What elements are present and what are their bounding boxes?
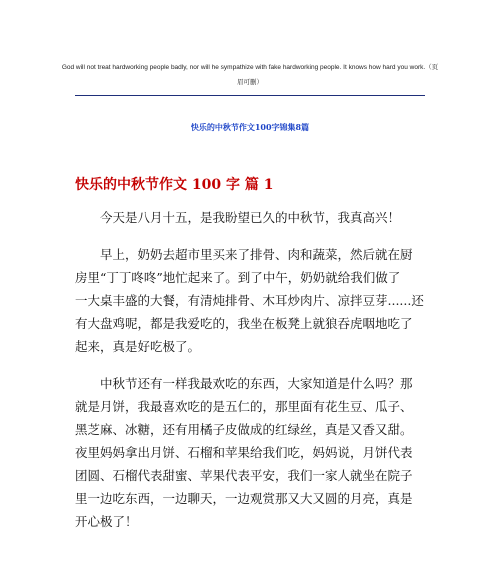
paragraph-line: 一大桌丰盛的大餐，有清炖排骨、木耳炒肉片、凉拌豆芽......还 xyxy=(75,293,424,308)
document-title: 快乐的中秋节作文100字锦集8篇 xyxy=(190,122,310,132)
section-title: 快乐的中秋节作文 100 字 篇 1 xyxy=(75,177,274,193)
paragraph-line: 里一边吃东西，一边聊天，一边观赏那又大又圆的月亮，真是 xyxy=(75,491,413,506)
paragraph-line: 早上，奶奶去超市里买来了排骨、肉和蔬菜，然后就在厨 xyxy=(100,247,413,262)
paragraph-line: 今天是八月十五，是我盼望已久的中秋节，我真高兴！ xyxy=(100,210,401,225)
paragraph-line: 黑芝麻、冰糖，还有用橘子皮做成的红绿丝，真是又香又甜。 xyxy=(75,422,413,437)
paragraph-line: 房里“丁丁咚咚”地忙起来了。到了中午，奶奶就给我们做了 xyxy=(75,270,401,285)
paragraph-line: 夜里妈妈拿出月饼、石榴和苹果给我们吃，妈妈说，月饼代表 xyxy=(75,445,413,460)
paragraph-line: 团圆、石榴代表甜蜜、苹果代表平安，我们一家人就坐在院子 xyxy=(75,468,413,483)
paragraph-line: 有大盘鸡呢，都是我爱吃的，我坐在板凳上就狼吞虎咽地吃了 xyxy=(75,316,413,331)
header-divider xyxy=(75,95,425,96)
paragraph-line: 就是月饼，我最喜欢吃的是五仁的，那里面有花生豆、瓜子、 xyxy=(75,399,413,414)
page-header: God will not treat hardworking people badly, nor will he sympathize with fake hardworking people. It knows how hard you work.（页眉可删） xyxy=(61,64,439,86)
paragraph-line: 开心极了！ xyxy=(75,514,138,529)
paragraph-line: 起来，真是好吃极了。 xyxy=(75,339,201,354)
paragraph-line: 中秋节还有一样我最欢吃的东西，大家知道是什么吗？那 xyxy=(100,376,413,391)
